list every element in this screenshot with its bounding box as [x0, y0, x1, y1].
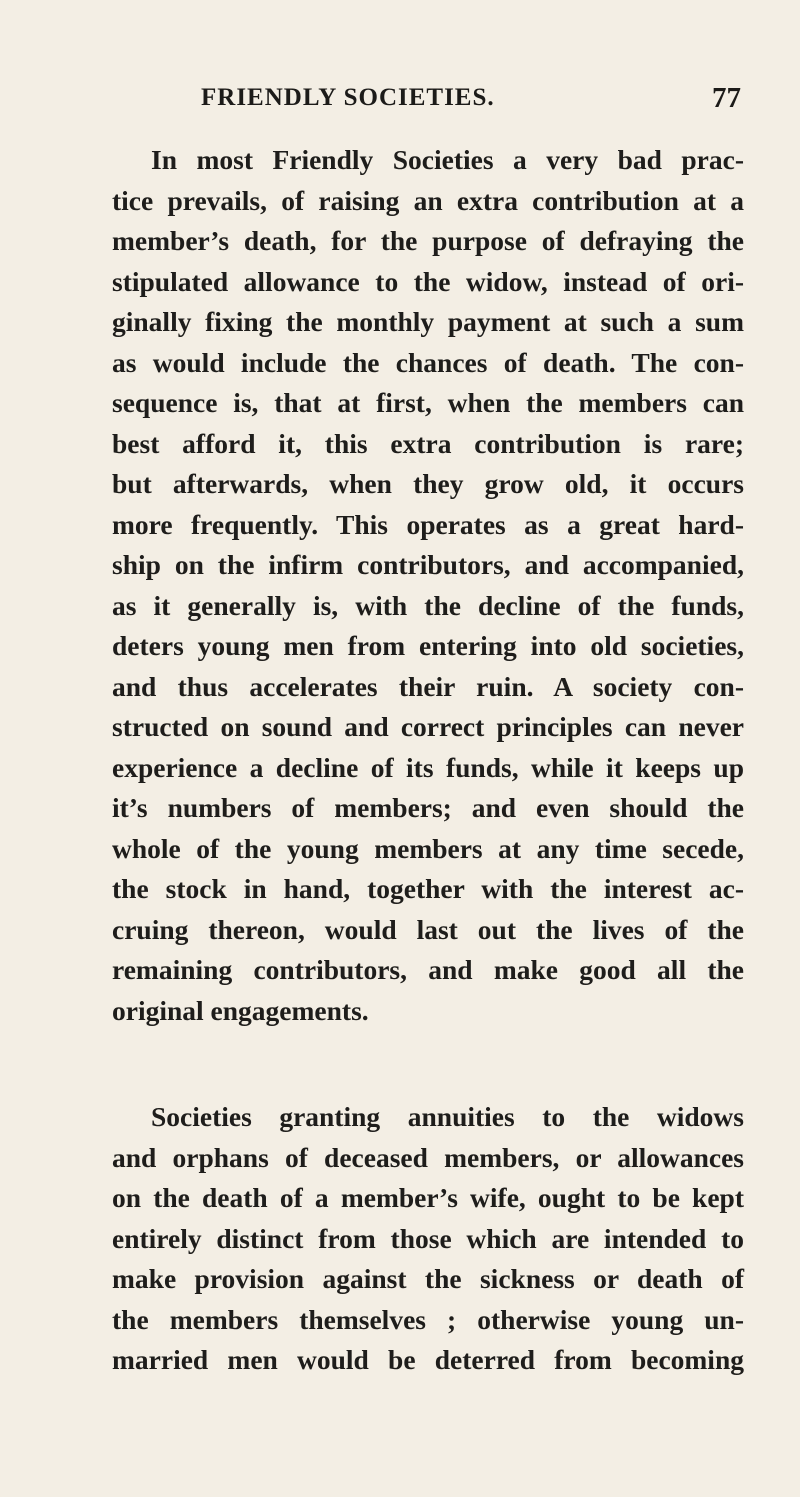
text-line: tice prevails, of raising an extra contribution at a — [112, 184, 744, 216]
text-line: but afterwards, when they grow old, it occurs — [112, 468, 744, 499]
text-line: experience a decline of its funds, while it keeps up — [112, 751, 744, 783]
text-line: sequence is, that at first, when the members can — [112, 387, 744, 418]
text-line: and orphans of deceased members, or allowances — [112, 1141, 744, 1173]
text-line: stipulated allowance to the widow, instead of ori- — [112, 265, 744, 297]
text-line: best afford it, this extra contribution is rare; — [112, 427, 744, 459]
text-line: whole of the young members at any time secede, — [112, 832, 744, 864]
text-line: ship on the infirm contributors, and accompanied, — [112, 549, 744, 580]
text-line: remaining contributors, and make good all the — [112, 954, 744, 985]
text-line: deters young men from entering into old societies, — [112, 630, 744, 661]
text-line: as would include the chances of death. The con- — [112, 346, 744, 378]
text-line: ginally fixing the monthly payment at such a sum — [112, 306, 744, 337]
text-line: it’s numbers of members; and even should the — [112, 792, 744, 823]
text-line: In most Friendly Societies a very bad prac- — [151, 144, 744, 175]
paragraph-gap — [112, 1031, 744, 1097]
text-line: more frequently. This operates as a great hard- — [112, 508, 744, 540]
text-line: entirely distinct from those which are intended to — [112, 1222, 744, 1254]
text-line: as it generally is, with the decline of the funds, — [112, 589, 744, 621]
text-line: cruing thereon, would last out the lives of the — [112, 913, 744, 945]
text-line: member’s death, for the purpose of defraying the — [112, 225, 744, 256]
text-line: make provision against the sickness or death of — [112, 1263, 744, 1294]
page-number: 77 — [712, 82, 741, 114]
paragraph-1 — [112, 140, 744, 1031]
text-line: the stock in hand, together with the interest ac- — [112, 873, 744, 904]
text-line: married men would be deterred from becoming — [112, 1344, 744, 1375]
running-title: FRIENDLY SOCIETIES. — [201, 84, 495, 111]
page-header — [201, 84, 741, 128]
text-line: structed on sound and correct principles can never — [112, 711, 744, 742]
text-line: original engagements. — [112, 994, 369, 1026]
paragraph-2 — [112, 1097, 744, 1381]
text-line: the members themselves ; otherwise young un- — [112, 1303, 744, 1335]
body-text — [112, 140, 744, 1381]
text-line: and thus accelerates their ruin. A society con- — [112, 670, 744, 702]
text-line: on the death of a member’s wife, ought to be kept — [112, 1182, 744, 1213]
text-line: Societies granting annuities to the widows — [151, 1101, 744, 1132]
